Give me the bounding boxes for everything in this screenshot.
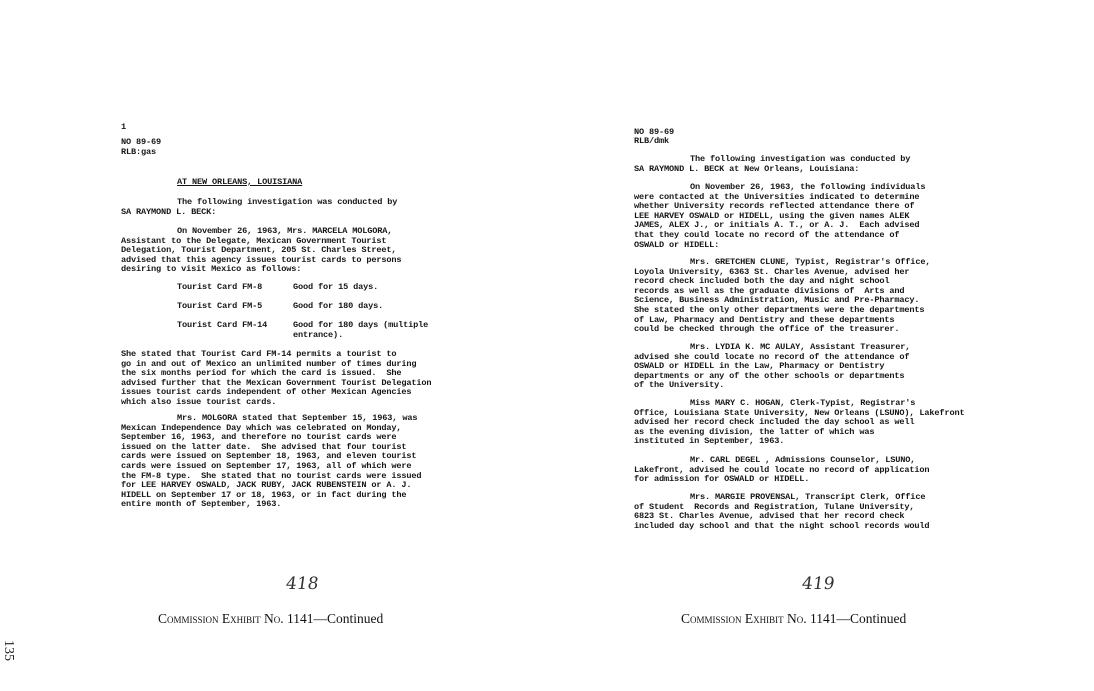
location-heading: AT NEW ORLEANS, LOUISIANA [177, 177, 303, 187]
handwritten-page-number: 419 [800, 574, 836, 594]
right-document-page [547, 0, 1094, 691]
handwritten-page-number: 418 [284, 574, 320, 594]
exhibit-caption-title: Commission Exhibit No. 1141 [681, 611, 837, 626]
exhibit-caption-title: Commission Exhibit No. 1141 [158, 611, 314, 626]
paragraph-independence-day: Mrs. MOLGORA stated that September 15, 1963, was Mexican Independence Day which was celebrated on Monday, September 16, 1963, and therefore no tourist cards were issued on the latter date. She advised that four tourist cards were issued on September 18, 1963, and eleven tourist cards were issued on September 17, 1963, all of which were the FM-8 type. She stated that no tourist cards were issued for LEE HARVEY OSWALD, JACK RUBY, JACK RUBENSTEIN or A. J. HIDELL on September 17 or 18, 1963, or in fact during the entire month of September, 1963. [121, 413, 422, 510]
tourist-card-name: Tourist Card FM-8 [177, 282, 263, 292]
exhibit-caption-suffix: —Continued [836, 611, 907, 626]
paragraph-clune: Mrs. GRETCHEN CLUNE, Typist, Registrar's Office, Loyola University, 6363 St. Charles Avenue, advised her record check included both the day and night school records as well as the graduate divisions of Arts and Science, Business Administration, Music and Pre-Pharmacy. She stated the only other departments were the departments of Law, Pharmacy and Dentistry and these departments could be checked through the office of the treasurer. [634, 257, 931, 335]
paragraph-degel: Mr. CARL DEGEL , Admissions Counselor, LSUNO, Lakefront, advised he could locate no record of application for admission for OSWALD or HIDELL. [634, 455, 930, 485]
paragraph-hogan: Miss MARY C. HOGAN, Clerk-Typist, Registrar's Office, Louisiana State University, New Orleans (LSUNO), Lakefront advised her record check included the day school as well as the evening division, the latter of which was instituted in September, 1963. [634, 398, 965, 447]
paragraph-universities: On November 26, 1963, the following individuals were contacted at the Universities indicated to determine whether University records reflected attendance there of LEE HARVEY OSWALD or HIDELL, using the given names ALEK JAMES, ALEX J., or initials A. T., or A. J. Each advised that they could locate no record of the attendance of OSWALD or HIDELL: [634, 182, 926, 250]
exhibit-caption-suffix: —Continued [313, 611, 384, 626]
intro-paragraph: The following investigation was conducted by SA RAYMOND L. BECK at New Orleans, Louisiana: [634, 154, 911, 174]
typist-initials: RLB:gas [121, 147, 157, 157]
page-mark: 1 [121, 122, 127, 132]
typist-initials: RLB/dmk [634, 136, 670, 146]
paragraph-molgora-interview: On November 26, 1963, Mrs. MARCELA MOLGORA, Assistant to the Delegate, Mexican Government Tourist Delegation, Tourist Department, 205 St. Charles Street, advised that this agency issues tourist cards to persons desiring to visit Mexico as follows: [121, 226, 402, 275]
paragraph-mcaulay: Mrs. LYDIA K. MC AULAY, Assistant Treasurer, advised she could locate no record of the attendance of OSWALD or HIDELL in the Law, Pharmacy or Dentistry departments or any of the other schools or departments of the University. [634, 342, 911, 391]
file-number: NO 89-69 [121, 137, 162, 147]
exhibit-caption [158, 611, 383, 627]
side-page-number: 135 [1, 640, 16, 661]
file-number: NO 89-69 [634, 127, 675, 137]
tourist-card-term: Good for 180 days. [293, 301, 384, 311]
tourist-card-term: Good for 180 days (multiple entrance). [293, 320, 429, 340]
exhibit-caption [681, 611, 906, 627]
paragraph-provensal: Mrs. MARGIE PROVENSAL, Transcript Clerk, Office of Student Records and Registration, Tulane University, 6823 St. Charles Avenue, advised that her record check included day school and that the night school records would [634, 492, 930, 531]
tourist-card-name: Tourist Card FM-5 [177, 301, 263, 311]
tourist-card-term: Good for 15 days. [293, 282, 379, 292]
paragraph-fm14: She stated that Tourist Card FM-14 permits a tourist to go in and out of Mexico an unlimited number of times during the six months period for which the card is issued. She advised further that the Mexican Government Tourist Delegation issues tourist cards independent of other Mexican Agencies which also issue tourist cards. [121, 349, 432, 407]
intro-paragraph: The following investigation was conducted by SA RAYMOND L. BECK: [121, 197, 398, 217]
tourist-card-name: Tourist Card FM-14 [177, 320, 268, 330]
